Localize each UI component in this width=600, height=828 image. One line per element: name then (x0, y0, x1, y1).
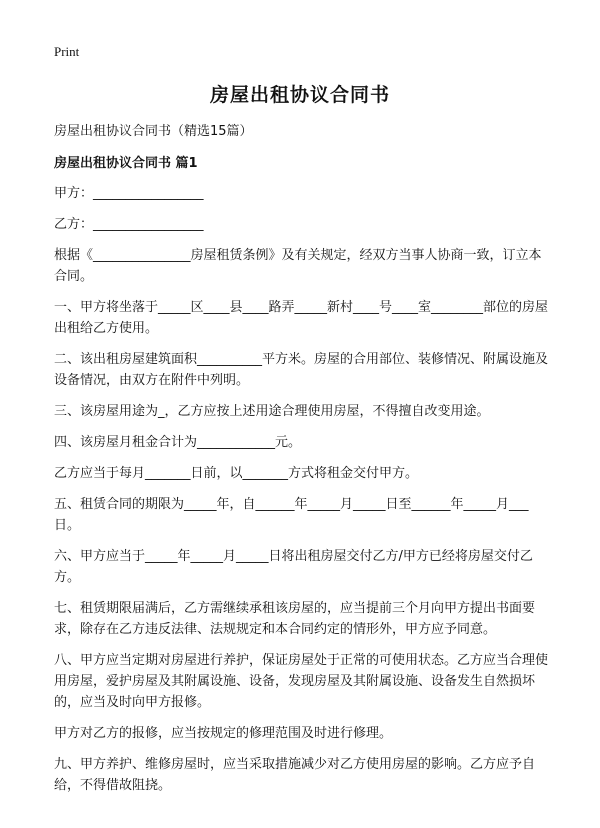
section-heading: 房屋出租协议合同书 篇1 (54, 156, 198, 171)
paragraph-clause-5: 五、租赁合同的期限为_____年，自______年_____月_____日至______年_____月___日。 (54, 497, 529, 533)
paragraph-clause-6: 六、甲方应当于_____年_____月_____日将出租房屋交付乙方/甲方已经将房屋交付乙方。 (54, 549, 533, 585)
paragraph-clause-1: 一、甲方将坐落于_____区____县____路弄_____新村____号____室________部位的房屋出租给乙方使用。 (54, 300, 549, 336)
paragraph-repair: 甲方对乙方的报修，应当按规定的修理范围及时进行修理。 (54, 726, 393, 741)
document-body (54, 121, 554, 806)
paragraph-clause-9: 九、甲方养护、维修房屋时，应当采取措施减少对乙方使用房屋的影响。乙方应予自给，不得借故阻挠。 (54, 757, 536, 793)
paragraph-clause-7: 七、租赁期限届满后，乙方需继续承租该房屋的，应当提前三个月向甲方提出书面要求，除存在乙方违反法律、法规规定和本合同约定的情形外，甲方应予同意。 (54, 601, 536, 637)
paragraph-rent-payment: 乙方应当于每月_______日前，以_______方式将租金交付甲方。 (54, 466, 419, 481)
paragraph-clause-8: 八、甲方应当定期对房屋进行养护，保证房屋处于正常的可使用状态。乙方应当合理使用房屋，爱护房屋及其附属设施、设备，发现房屋及其附属设施、设备发生自然损坏的，应当及时向甲方报修。 (54, 653, 549, 710)
party-b-line: 乙方：_________________ (54, 217, 204, 232)
party-a-line: 甲方：_________________ (54, 186, 204, 201)
document-subtitle: 房屋出租协议合同书（精选15篇） (54, 124, 253, 139)
paragraph-clause-3: 三、该房屋用途为_，乙方应按上述用途合理使用房屋，不得擅自改变用途。 (54, 404, 490, 419)
paragraph-clause-2: 二、该出租房屋建筑面积__________平方米。房屋的合用部位、装修情况、附属设施及设备情况，由双方在附件中列明。 (54, 352, 549, 388)
paragraph-preamble: 根据《_______________房屋租赁条例》及有关规定，经双方当事人协商一致，订立本合同。 (54, 248, 542, 284)
print-link[interactable]: Print (54, 44, 80, 59)
paragraph-clause-4: 四、该房屋月租金合计为____________元。 (54, 435, 302, 450)
document-title: 房屋出租协议合同书 (209, 84, 390, 106)
